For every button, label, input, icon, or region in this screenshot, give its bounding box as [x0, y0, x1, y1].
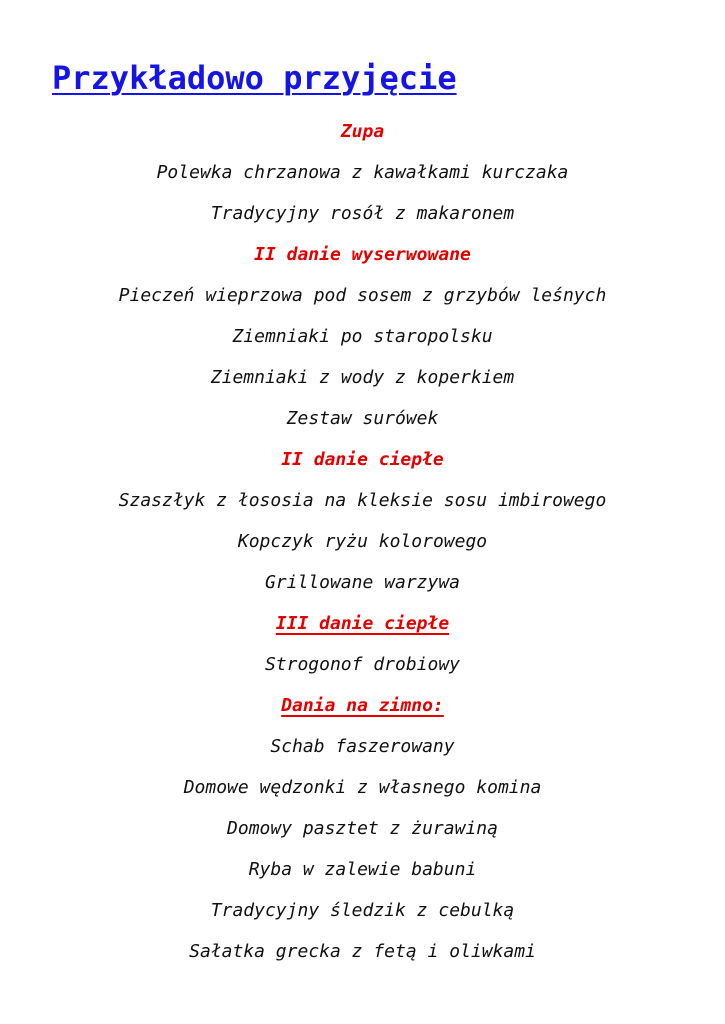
section-heading-hot-third-text: III danie ciepłe [275, 613, 450, 634]
menu-item-hot-second-3: Grillowane warzywa [264, 572, 461, 593]
section-heading-hot-third [0, 603, 725, 644]
menu-item-hot-second-1: Szaszłyk z łososia na kleksie sosu imbirowego [118, 490, 607, 511]
section-heading-soup [0, 111, 725, 152]
menu-item-hot-third-1: Strogonof drobiowy [264, 654, 461, 675]
section-heading-cold-text: Dania na zimno: [281, 695, 444, 716]
menu-item-served-main-1: Pieczeń wieprzowa pod sosem z grzybów leśnych [118, 285, 607, 306]
section-heading-hot-second [0, 439, 725, 480]
menu-item-soup-1: Polewka chrzanowa z kawałkami kurczaka [156, 162, 569, 183]
document-title: Przykładowo przyjęcie [52, 59, 457, 97]
menu-item-hot-second-2: Kopczyk ryżu kolorowego [237, 531, 488, 552]
section-heading-served-main-text: II danie wyserwowane [254, 244, 471, 265]
menu-item-cold-2: Domowe wędzonki z własnego komina [183, 777, 542, 798]
menu-item-cold-4: Ryba w zalewie babuni [248, 859, 477, 880]
section-heading-served-main [0, 234, 725, 275]
menu-item-cold-6: Sałatka grecka z fetą i oliwkami [189, 941, 536, 962]
menu-item-served-main-3: Ziemniaki z wody z koperkiem [210, 367, 515, 388]
menu-item-cold-1: Schab faszerowany [270, 736, 455, 757]
menu-item-served-main-4: Zestaw surówek [286, 408, 439, 429]
menu-item-cold-5: Tradycyjny śledzik z cebulką [210, 900, 515, 921]
menu-item-cold-3: Domowy pasztet z żurawiną [227, 818, 498, 839]
section-heading-cold [0, 685, 725, 726]
menu-item-served-main-2: Ziemniaki po staropolsku [232, 326, 493, 347]
menu-list [0, 111, 725, 972]
menu-item-soup-2: Tradycyjny rosół z makaronem [210, 203, 515, 224]
section-heading-hot-second-text: II danie ciepłe [281, 449, 444, 470]
section-heading-soup-text: Zupa [340, 121, 385, 142]
